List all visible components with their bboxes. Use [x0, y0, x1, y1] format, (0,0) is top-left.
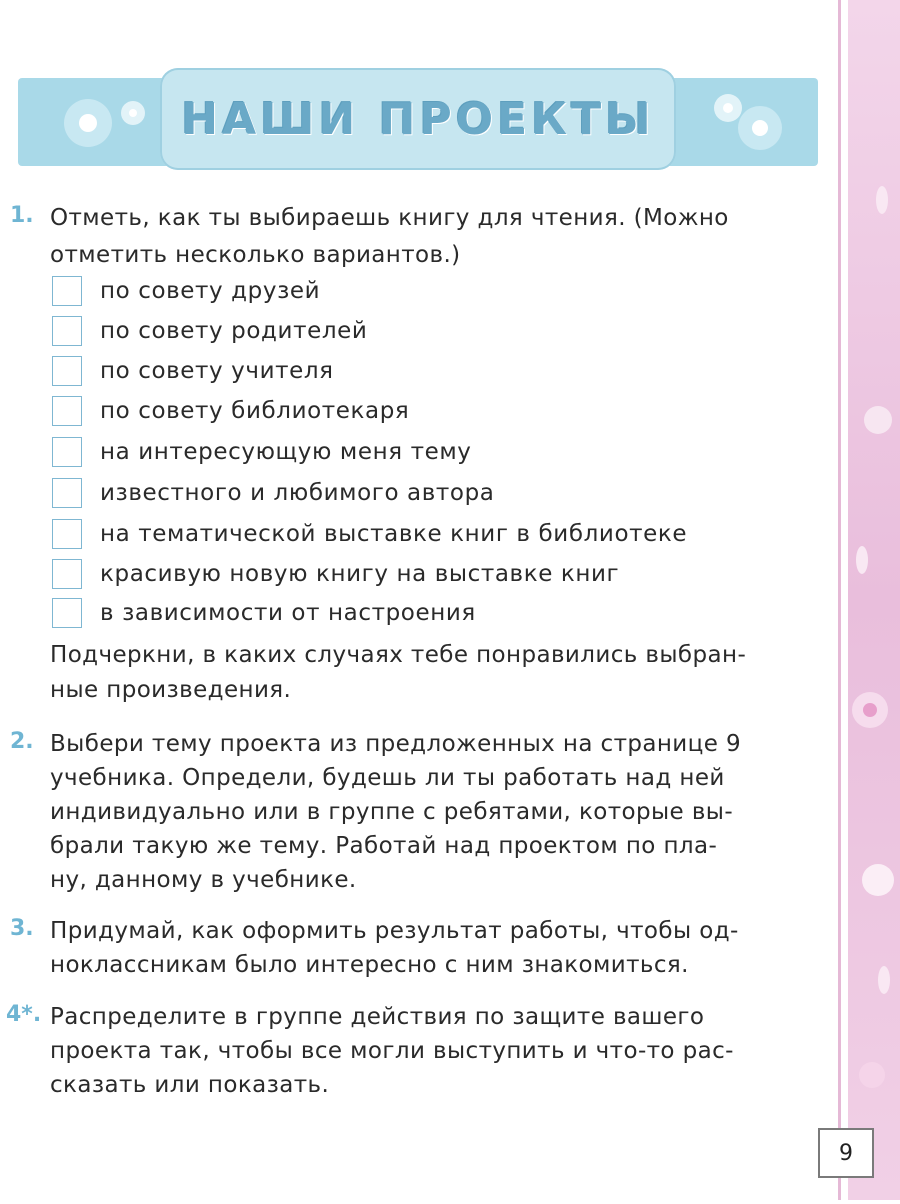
option-checkbox[interactable]	[52, 519, 82, 549]
task-3-number: 3.	[10, 916, 34, 941]
task-3-text-line: ноклассникам было интересно с ним знакомиться.	[50, 952, 689, 978]
task-4-number: 4*.	[6, 1002, 42, 1027]
task-1-text-line: отметить несколько вариантов.)	[50, 242, 461, 268]
option-checkbox[interactable]	[52, 437, 82, 467]
option-checkbox[interactable]	[52, 478, 82, 508]
task-4-text-line: сказать или показать.	[50, 1072, 330, 1098]
option-checkbox[interactable]	[52, 598, 82, 628]
task-2-text-line: индивидуально или в группе с ребятами, которые вы-	[50, 799, 734, 825]
task-4-text-line: проекта так, чтобы все могли выступить и что-то рас-	[50, 1038, 734, 1064]
option-label: в зависимости от настроения	[100, 600, 476, 626]
task-2-text-line: учебника. Определи, будешь ли ты работать над ней	[50, 765, 725, 791]
option-label: известного и любимого автора	[100, 480, 495, 506]
task-1-text-line: Отметь, как ты выбираешь книгу для чтения. (Можно	[50, 205, 729, 231]
task-1-number: 1.	[10, 203, 34, 228]
task-2-text-line: ну, данному в учебнике.	[50, 867, 357, 893]
option-label: по совету родителей	[100, 318, 368, 344]
page-number: 9	[818, 1128, 874, 1178]
option-label: красивую новую книгу на выставке книг	[100, 561, 620, 587]
option-checkbox[interactable]	[52, 316, 82, 346]
decorative-side-strip	[848, 0, 900, 1200]
option-checkbox[interactable]	[52, 559, 82, 589]
flower-right-icon	[698, 86, 808, 160]
option-checkbox[interactable]	[52, 396, 82, 426]
task-2-text-line: брали такую же тему. Работай над проектом по пла-	[50, 833, 718, 859]
task-3-text-line: Придумай, как оформить результат работы, чтобы од-	[50, 918, 739, 944]
task-1-followup-line: Подчеркни, в каких случаях тебе понравились выбран-	[50, 642, 747, 668]
flower-pattern-icon	[848, 0, 900, 1200]
flower-left-icon	[48, 88, 158, 158]
option-label: на тематической выставке книг в библиотеке	[100, 521, 688, 547]
page-title: НАШИ ПРОЕКТЫ	[181, 93, 655, 145]
side-divider-line	[838, 0, 841, 1200]
option-checkbox[interactable]	[52, 356, 82, 386]
task-2-number: 2.	[10, 729, 34, 754]
task-4-text-line: Распределите в группе действия по защите вашего	[50, 1004, 705, 1030]
option-checkbox[interactable]	[52, 276, 82, 306]
option-label: по совету друзей	[100, 278, 321, 304]
option-label: по совету библиотекаря	[100, 398, 410, 424]
option-label: на интересующую меня тему	[100, 439, 472, 465]
task-1-followup-line: ные произведения.	[50, 677, 292, 703]
task-2-text-line: Выбери тему проекта из предложенных на странице 9	[50, 731, 742, 757]
option-label: по совету учителя	[100, 358, 334, 384]
